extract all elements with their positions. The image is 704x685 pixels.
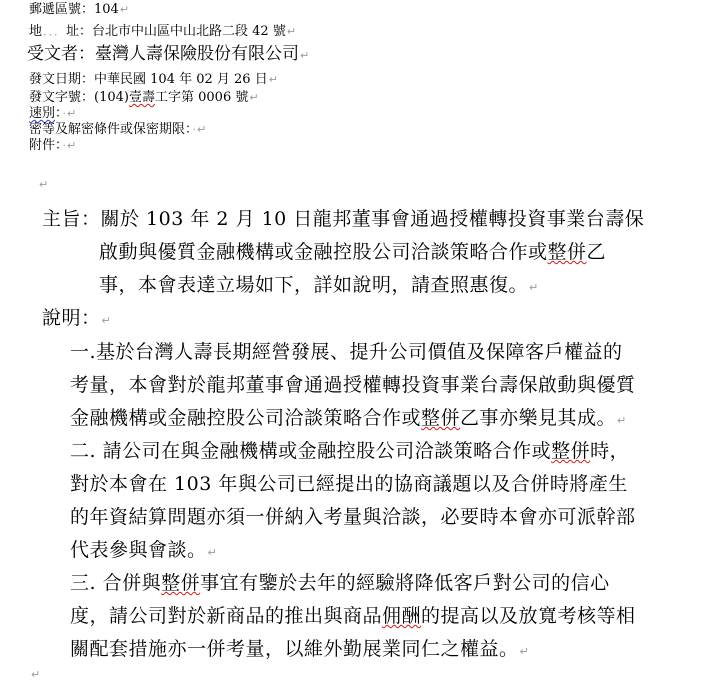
paragraph-mark-icon: ↵ (268, 73, 278, 86)
paragraph-mark-icon: ↵ (300, 49, 310, 62)
item3-text-3: 關配套措施亦一併考量，以維外勤展業同仁之權益。 (70, 638, 519, 660)
item3-squiggle-2: 佣酬 (382, 605, 422, 627)
speed-sep: ： (55, 106, 62, 121)
item2-line-3 (70, 505, 636, 529)
subject-line-3 (99, 273, 539, 300)
speed-line (29, 106, 76, 122)
item3-text-2b: 的提高以及放寬考核等相 (421, 605, 636, 627)
item3-text-1a: 三. 合併與 (70, 572, 162, 594)
subject-text-2: 啟動與優質金融機構或金融控股公司洽談策略合作或 (99, 241, 548, 263)
subject-text-1: 關於 103 年 2 月 10 日龍邦董事會通過授權轉投資事業台壽保 (100, 208, 645, 230)
item1-text-2: 考量，本會對於龍邦董事會通過授權轉投資事業台壽保啟動與優質 (70, 374, 636, 396)
address-value: 台北市中山區中山北路二段 42 號 (92, 24, 286, 39)
item2-line-4 (70, 538, 217, 565)
item2-line-2 (70, 472, 628, 496)
item3-line-3 (70, 637, 529, 664)
paragraph-mark-icon: ↵ (519, 645, 530, 658)
attachment-label: 附件： (29, 138, 62, 153)
item3-squiggle-1: 整併 (161, 572, 201, 594)
subject-label: 主旨： (42, 208, 101, 230)
zip-label: 郵遞區號： (29, 2, 95, 17)
space-mark: · (62, 139, 67, 152)
address-sep: 址： (66, 24, 93, 39)
empty-paragraph-mark-icon: ↵ (39, 178, 49, 191)
date-value: 中華民國 104 年 02 月 26 日 (94, 72, 268, 87)
docno-label: 發文字號： (29, 90, 95, 105)
paragraph-mark-icon: ↵ (119, 3, 130, 16)
attachment-line (29, 138, 76, 154)
address-line (29, 24, 296, 40)
item2-squiggle: 整併 (551, 440, 591, 462)
recipient-line (27, 44, 309, 66)
paragraph-mark-icon: ↵ (67, 107, 77, 120)
address-label: 地 (29, 24, 43, 39)
item3-text-1b: 事宜有鑒於去年的經驗將降低客戶對公司的信心 (200, 572, 610, 594)
secrecy-label: 密等及解密條件或保密期限： (29, 122, 192, 137)
space-mark: · (62, 107, 67, 120)
item2-line-1 (70, 439, 629, 463)
item3-line-1 (70, 571, 610, 595)
item3-line-2 (70, 604, 636, 628)
item1-line-1 (70, 340, 623, 364)
subject-text-2-tail: 乙 (586, 241, 607, 263)
docno-squiggle: 壹壽 (128, 90, 155, 105)
explanation-label: 說明： (42, 307, 101, 329)
subject-text-3: 事，本會表達立場如下，詳如說明，請查照惠復。 (99, 274, 529, 296)
paragraph-mark-icon: ↵ (197, 123, 207, 136)
item2-text-1: 二. 請公司在與金融機構或金融控股公司洽談策略合作或 (70, 440, 552, 462)
item2-text-1-tail: 時， (590, 440, 630, 462)
speed-label: 速別 (29, 106, 56, 121)
docno-suffix: 工字第 0006 號 (155, 90, 249, 105)
item3-text-2a: 度，請公司對於新商品的推出與商品 (70, 605, 383, 627)
item1-text-4: 乙事亦樂見其成。 (460, 407, 617, 429)
address-dots: ．．． (43, 25, 66, 38)
zip-value: 104 (94, 2, 119, 17)
item2-text-3: 的年資結算問題亦須一併納入考量與洽談，必要時本會亦可派幹部 (70, 506, 636, 528)
recipient-label: 受文者： (27, 44, 95, 64)
explanation-title (42, 306, 111, 333)
subject-squiggle: 整併 (547, 241, 587, 263)
end-paragraph-mark-icon: ↵ (31, 668, 41, 681)
paragraph-mark-icon: ↵ (67, 139, 77, 152)
paragraph-mark-icon: ↵ (529, 281, 539, 294)
item1-squiggle: 整併 (421, 407, 461, 429)
date-line (29, 72, 278, 88)
paragraph-mark-icon: ↵ (207, 546, 218, 559)
paragraph-mark-icon: ↵ (249, 91, 259, 104)
item1-text-3: 金融機構或金融控股公司洽談策略合作或 (70, 407, 422, 429)
subject-line-2 (99, 240, 606, 264)
item2-text-2: 對於本會在 103 年與公司已經提出的協商議題以及合併時將產生 (70, 473, 628, 495)
item1-line-2 (70, 373, 636, 397)
docno-prefix: (104) (94, 90, 129, 105)
space-mark: · (192, 123, 197, 136)
recipient-value: 臺灣人壽保險股份有限公司 (95, 44, 299, 64)
item1-line-3 (70, 406, 627, 433)
paragraph-mark-icon: ↵ (101, 314, 112, 327)
item2-text-4: 代表參與會談。 (70, 539, 207, 561)
paragraph-mark-icon: ↵ (617, 414, 627, 427)
subject-line-1 (42, 207, 644, 231)
zip-line (29, 2, 129, 18)
date-label: 發文日期： (29, 72, 95, 87)
item1-text-1: 一.基於台灣人壽長期經營發展、提升公司價值及保障客戶權益的 (70, 341, 623, 363)
docno-line (29, 90, 259, 106)
paragraph-mark-icon: ↵ (286, 25, 297, 38)
secrecy-line (29, 122, 206, 138)
